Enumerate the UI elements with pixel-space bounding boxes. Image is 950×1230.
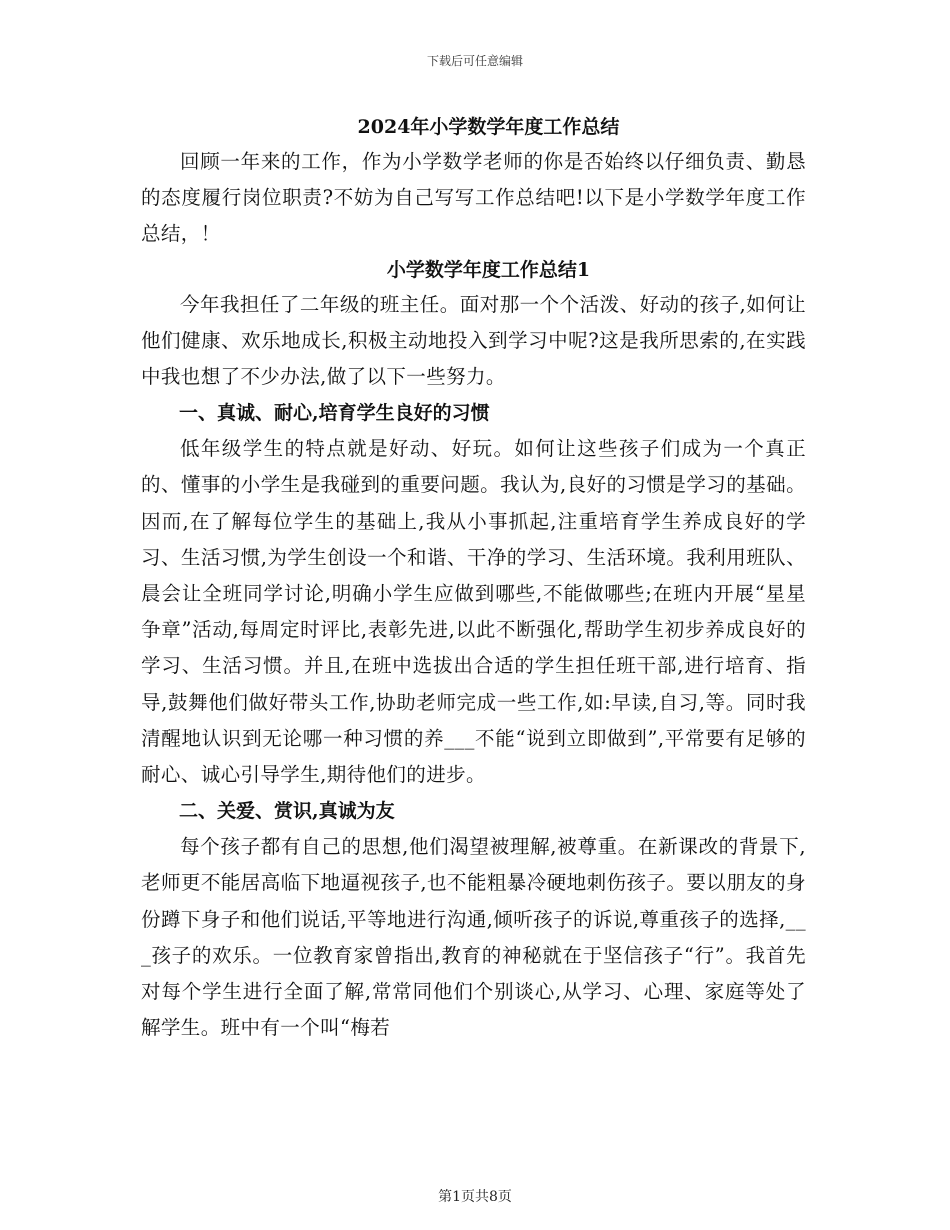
page-header-note: 下载后可任意编辑 <box>426 54 523 68</box>
heading-1: 一、真诚、耐心,培育学生良好的习惯 <box>179 402 490 425</box>
paragraph-1: 今年我担任了二年级的班主任。面对那一个个活泼、好动的孩子,如何让他们健康、欢乐地成长,积极主动地投入到学习中呢?这是我所思索的,在实践中我也想了不少办法,做了以下一些努力。 <box>141 292 806 389</box>
paragraph-2: 低年级学生的特点就是好动、好玩。如何让这些孩子们成为一个真正的、懂事的小学生是我碰到的重要问题。我认为,良好的习惯是学习的基础。因而,在了解每位学生的基础上,我从小事抓起,注重培育学生养成良好的学习、生活习惯,为学生创设一个和谐、干净的学习、生活环境。我利用班队、晨会让全班同学讨论,明确小学生应做到哪些,不能做哪些;在班内开展“星星争章”活动,每周定时评比,表彰先进,以此不断强化,帮助学生初步养成良好的学习、生活习惯。并且,在班中选拔出合适的学生担任班干部,进行培育、指导,鼓舞他们做好带头工作,协助老师完成一些工作,如:早读,自习,等。同时我清醒地认识到无论哪一种习惯的养___不能“说到立即做到”,平常要有足够的耐心、诚心引导学生,期待他们的进步。 <box>141 437 806 787</box>
page-number: 第1页共8页 <box>438 1189 512 1205</box>
section-title: 小学数学年度工作总结1 <box>386 258 591 281</box>
heading-2: 二、关爱、赏识,真诚为友 <box>179 800 395 823</box>
intro-paragraph: 回顾一年来的工作，作为小学数学老师的你是否始终以仔细负责、勤恳的态度履行岗位职责?不妨为自己写写工作总结吧!以下是小学数学年度工作总结，！ <box>141 150 806 246</box>
document-title: 2024年小学数学年度工作总结 <box>357 116 620 138</box>
paragraph-3: 每个孩子都有自己的思想,他们渴望被理解,被尊重。在新课改的背景下,老师更不能居高临下地逼视孩子,也不能粗暴冷硬地刺伤孩子。要以朋友的身份蹲下身子和他们说话,平等地进行沟通,倾听孩子的诉说,尊重孩子的选择,___孩子的欢乐。一位教育家曾指出,教育的神秘就在于坚信孩子“行”。我首先对每个学生进行全面了解,常常同他们个别谈心,从学习、心理、家庭等处了解学生。班中有一个叫“梅若 <box>141 835 806 1040</box>
document-body <box>141 110 806 1046</box>
